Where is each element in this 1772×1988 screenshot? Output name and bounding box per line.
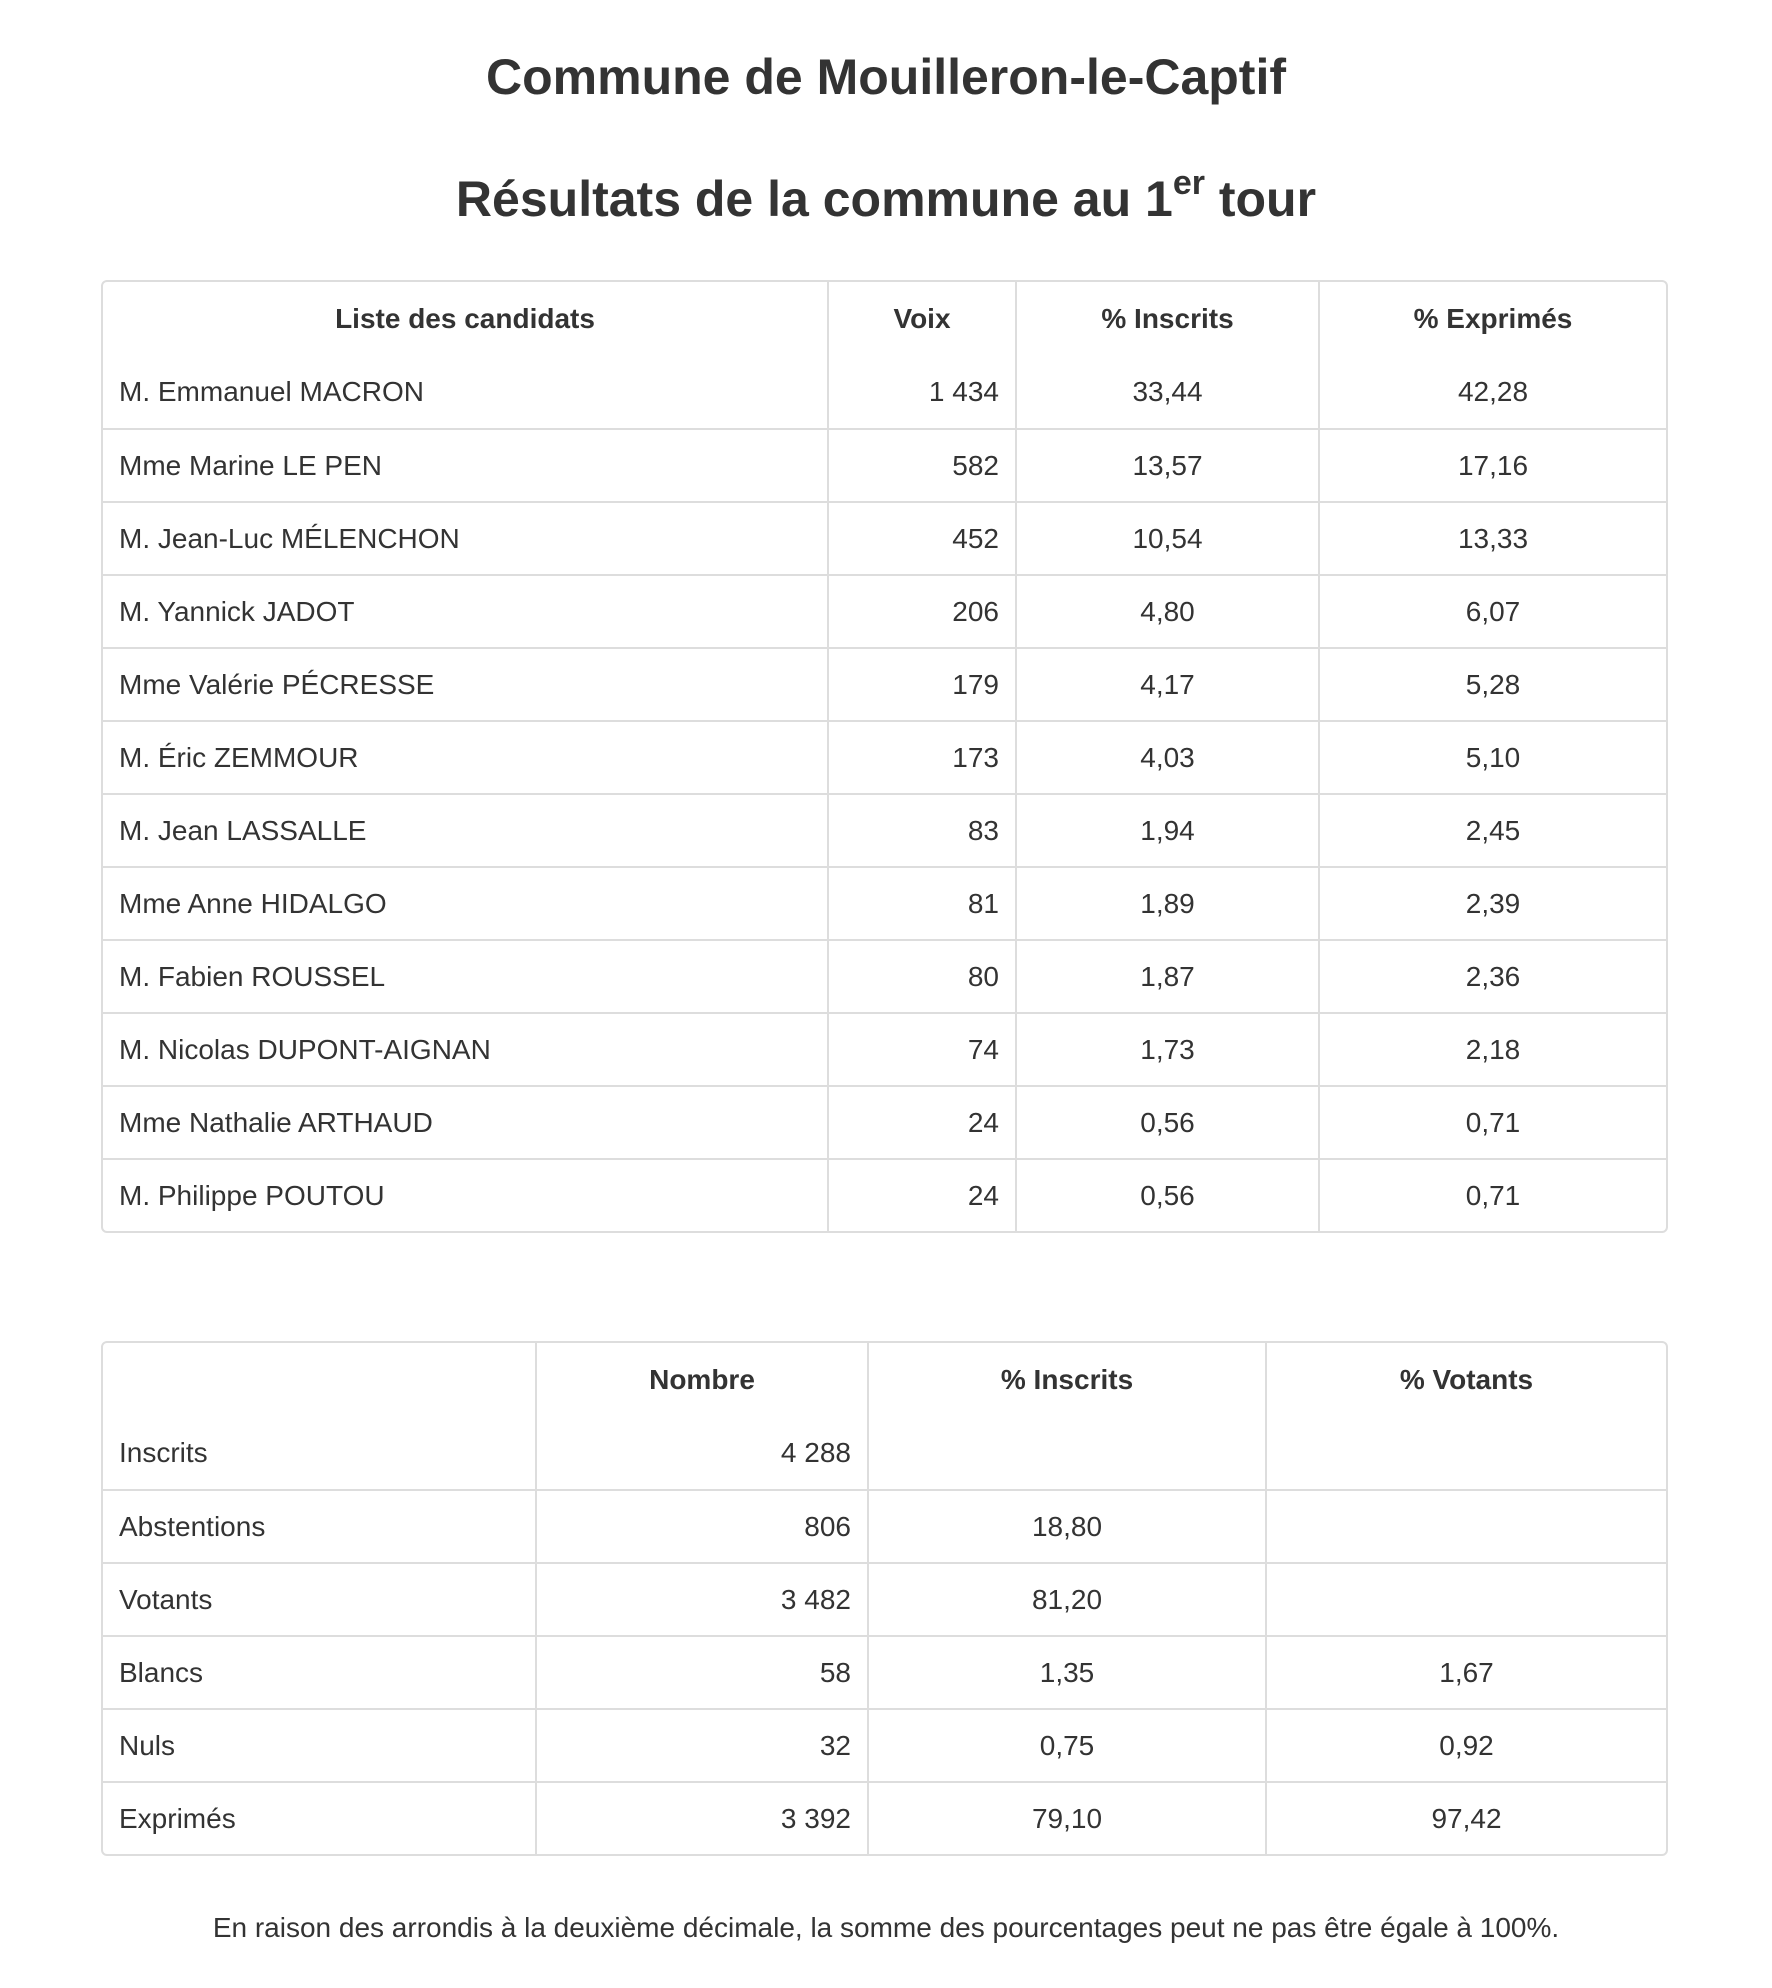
- summary-label: Inscrits: [119, 1436, 208, 1468]
- candidate-pct-inscrits: 1,89: [1015, 866, 1318, 939]
- candidate-pct-inscrits: 4,03: [1015, 720, 1318, 793]
- candidate-voix: 452: [827, 501, 1015, 574]
- results-title: [0, 164, 1772, 228]
- summary-nombre: 3 482: [535, 1562, 867, 1635]
- candidate-pct-exprimes: 2,39: [1318, 866, 1666, 939]
- candidate-pct-exprimes: 2,45: [1318, 793, 1666, 866]
- table-row: [103, 1708, 1666, 1781]
- candidate-voix: 1 434: [827, 355, 1015, 428]
- summary-pct-inscrits: [867, 1416, 1265, 1489]
- candidate-pct-exprimes: 5,10: [1318, 720, 1666, 793]
- candidate-pct-exprimes: 42,28: [1318, 355, 1666, 428]
- candidate-voix: 80: [827, 939, 1015, 1012]
- candidates-table: [101, 280, 1668, 1233]
- candidate-voix: 24: [827, 1085, 1015, 1158]
- candidate-pct-inscrits: 4,80: [1015, 574, 1318, 647]
- candidate-name: Mme Valérie PÉCRESSE: [103, 647, 827, 720]
- summary-header-row: [103, 1343, 1666, 1416]
- header-pct-inscrits: % Inscrits: [1015, 282, 1318, 355]
- summary-pct-votants: [1265, 1489, 1666, 1562]
- candidates-header-row: [103, 282, 1666, 355]
- summary-nombre: 32: [535, 1708, 867, 1781]
- table-row: [103, 1085, 1666, 1158]
- candidate-pct-exprimes: 5,28: [1318, 647, 1666, 720]
- candidate-name: Mme Marine LE PEN: [103, 428, 827, 501]
- candidate-pct-exprimes: 17,16: [1318, 428, 1666, 501]
- candidate-voix: 24: [827, 1158, 1015, 1231]
- summary-label: Nuls: [103, 1708, 535, 1781]
- table-row: [103, 647, 1666, 720]
- table-row: [103, 1781, 1666, 1854]
- candidate-name: M. Jean-Luc MÉLENCHON: [103, 501, 827, 574]
- candidate-pct-exprimes: 0,71: [1318, 1158, 1666, 1231]
- results-title-suffix: tour: [1204, 171, 1317, 227]
- candidate-voix: 179: [827, 647, 1015, 720]
- candidate-name: M. Emmanuel MACRON: [119, 375, 424, 407]
- table-row: [103, 1416, 1666, 1489]
- summary-pct-votants: [1265, 1562, 1666, 1635]
- candidate-pct-inscrits: 0,56: [1015, 1085, 1318, 1158]
- candidate-voix: 206: [827, 574, 1015, 647]
- candidate-pct-inscrits: 1,94: [1015, 793, 1318, 866]
- summary-pct-inscrits: 1,35: [867, 1635, 1265, 1708]
- summary-label: Abstentions: [103, 1489, 535, 1562]
- table-row: [103, 1158, 1666, 1231]
- candidate-pct-inscrits: 13,57: [1015, 428, 1318, 501]
- summary-pct-inscrits: 79,10: [867, 1781, 1265, 1854]
- summary-nombre: 58: [535, 1635, 867, 1708]
- header-pct-votants: % Votants: [1265, 1343, 1666, 1416]
- header-voix: Voix: [827, 282, 1015, 355]
- candidate-name: M. Philippe POUTOU: [103, 1158, 827, 1231]
- candidate-name: M. Fabien ROUSSEL: [103, 939, 827, 1012]
- table-row: [103, 720, 1666, 793]
- results-title-superscript: er: [1172, 164, 1205, 202]
- table-row: [103, 1562, 1666, 1635]
- summary-pct-votants: 97,42: [1265, 1781, 1666, 1854]
- summary-nombre: 4 288: [535, 1416, 867, 1489]
- header-pct-inscrits: % Inscrits: [867, 1343, 1265, 1416]
- candidate-pct-inscrits: 1,73: [1015, 1012, 1318, 1085]
- candidate-pct-exprimes: 0,71: [1318, 1085, 1666, 1158]
- summary-pct-votants: 1,67: [1265, 1635, 1666, 1708]
- rounding-footnote: En raison des arrondis à la deuxième décimale, la somme des pourcentages peut ne pas être égale à 100%.: [212, 1912, 1560, 1943]
- table-row: [103, 355, 1666, 428]
- candidate-voix: 81: [827, 866, 1015, 939]
- table-row: [103, 939, 1666, 1012]
- table-row: [103, 428, 1666, 501]
- candidate-name: M. Yannick JADOT: [103, 574, 827, 647]
- header-candidate-list: Liste des candidats: [335, 302, 595, 334]
- table-row: [103, 1012, 1666, 1085]
- header-nombre: Nombre: [535, 1343, 867, 1416]
- table-row: [103, 1635, 1666, 1708]
- summary-pct-inscrits: 0,75: [867, 1708, 1265, 1781]
- summary-nombre: 806: [535, 1489, 867, 1562]
- candidate-name: Mme Anne HIDALGO: [103, 866, 827, 939]
- table-row: [103, 574, 1666, 647]
- candidate-voix: 83: [827, 793, 1015, 866]
- summary-label: Exprimés: [103, 1781, 535, 1854]
- candidate-pct-exprimes: 6,07: [1318, 574, 1666, 647]
- header-blank: [103, 1343, 535, 1416]
- summary-pct-votants: [1265, 1416, 1666, 1489]
- table-row: [103, 1489, 1666, 1562]
- summary-table: [101, 1341, 1668, 1856]
- summary-label: Blancs: [103, 1635, 535, 1708]
- header-pct-exprimes: % Exprimés: [1318, 282, 1666, 355]
- candidate-pct-exprimes: 2,18: [1318, 1012, 1666, 1085]
- candidate-pct-inscrits: 10,54: [1015, 501, 1318, 574]
- candidate-name: Mme Nathalie ARTHAUD: [103, 1085, 827, 1158]
- summary-pct-votants: 0,92: [1265, 1708, 1666, 1781]
- summary-nombre: 3 392: [535, 1781, 867, 1854]
- candidate-pct-inscrits: 0,56: [1015, 1158, 1318, 1231]
- candidate-voix: 582: [827, 428, 1015, 501]
- candidate-pct-inscrits: 4,17: [1015, 647, 1318, 720]
- candidate-pct-exprimes: 13,33: [1318, 501, 1666, 574]
- candidate-name: M. Nicolas DUPONT-AIGNAN: [103, 1012, 827, 1085]
- summary-label: Votants: [103, 1562, 535, 1635]
- table-row: [103, 793, 1666, 866]
- candidate-name: M. Éric ZEMMOUR: [103, 720, 827, 793]
- candidate-pct-inscrits: 33,44: [1015, 355, 1318, 428]
- candidate-pct-exprimes: 2,36: [1318, 939, 1666, 1012]
- candidate-voix: 173: [827, 720, 1015, 793]
- commune-title: Commune de Mouilleron-le-Captif: [486, 49, 1286, 105]
- summary-pct-inscrits: 81,20: [867, 1562, 1265, 1635]
- summary-pct-inscrits: 18,80: [867, 1489, 1265, 1562]
- candidate-pct-inscrits: 1,87: [1015, 939, 1318, 1012]
- results-title-prefix: Résultats de la commune au 1: [455, 171, 1173, 227]
- table-row: [103, 866, 1666, 939]
- table-row: [103, 501, 1666, 574]
- candidate-name: M. Jean LASSALLE: [103, 793, 827, 866]
- candidate-voix: 74: [827, 1012, 1015, 1085]
